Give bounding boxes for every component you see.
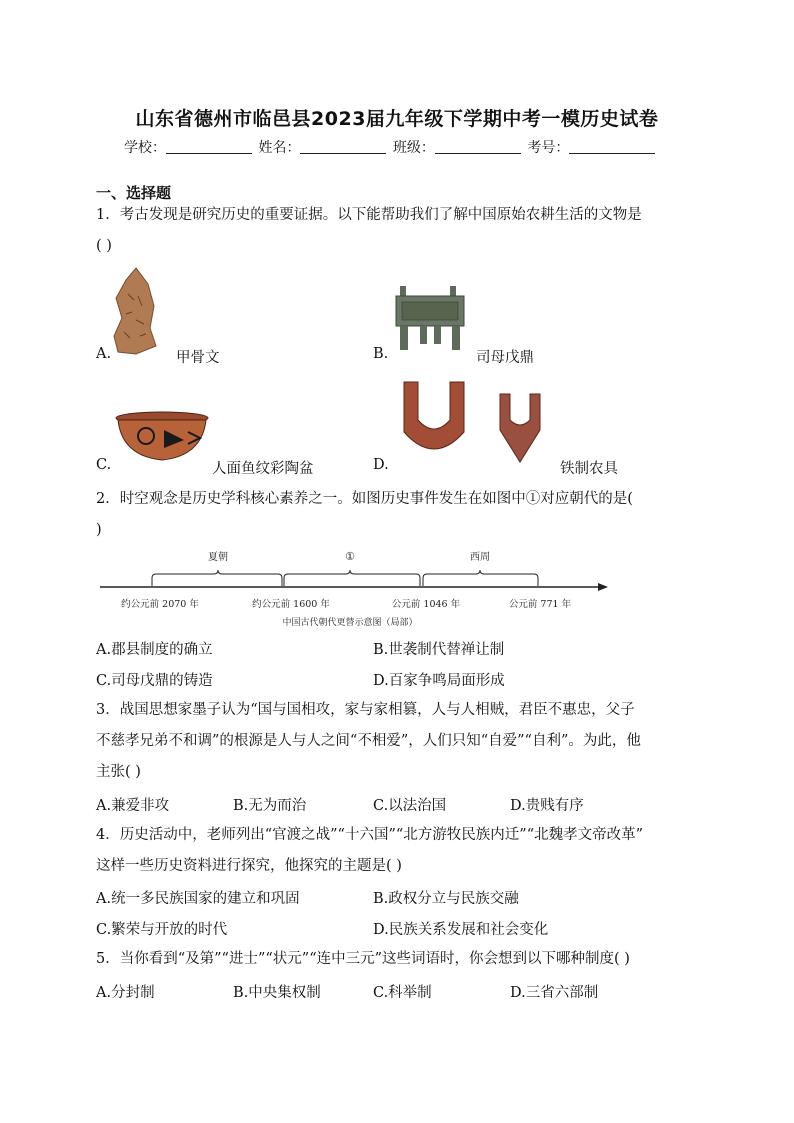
q1-option-c-letter: C. <box>96 457 112 473</box>
dynasty-timeline-figure <box>96 540 616 632</box>
student-info-line <box>124 137 657 157</box>
q2-option-a[interactable]: A.郡县制度的确立 <box>96 642 213 658</box>
exam-title: 山东省德州市临邑县2023届九年级下学期中考一模历史试卷 <box>135 108 659 130</box>
class-blank[interactable] <box>435 139 521 154</box>
bronze-ding-image <box>392 272 472 354</box>
question-4-line: 4．历史活动中，老师列出“官渡之战”“十六国”“北方游牧民族内迁”“北魏孝文帝改革” <box>96 827 644 843</box>
timeline-date: 公元前 1046 年 <box>391 599 461 610</box>
q1-option-a[interactable] <box>96 266 176 358</box>
q2-option-d[interactable]: D.百家争鸣局面形成 <box>373 673 505 689</box>
q4-option-b[interactable]: B.政权分立与民族交融 <box>373 891 519 907</box>
question-5-line: 5．当你看到“及第”“进士”“状元”“连中三元”这些词语时，你会想到以下哪种制度( ) <box>96 951 630 967</box>
number-blank[interactable] <box>569 139 655 154</box>
question-2-line: ) <box>96 522 102 538</box>
q1-option-d[interactable] <box>396 380 556 466</box>
question-4-stem <box>96 820 696 882</box>
western-zhou-brace <box>423 570 538 586</box>
q1-option-c-label: 人面鱼纹彩陶盆 <box>212 461 314 477</box>
q4-option-c[interactable]: C.繁荣与开放的时代 <box>96 922 228 938</box>
q2-option-b[interactable]: B.世袭制代替禅让制 <box>373 642 505 658</box>
q5-option-d[interactable]: D.三省六部制 <box>510 985 599 1001</box>
q3-option-a[interactable]: A.兼爱非攻 <box>96 798 170 814</box>
xia-brace <box>152 570 282 586</box>
q1-option-b[interactable] <box>392 272 472 354</box>
question-3-line: 3．战国思想家墨子认为“国与国相攻，家与家相篡，人与人相贼，君臣不惠忠，父子 <box>96 702 635 718</box>
question-1-stem <box>96 200 696 262</box>
q3-option-c[interactable]: C.以法治国 <box>373 798 447 814</box>
oracle-bone-image <box>96 266 176 358</box>
q5-option-a[interactable]: A.分封制 <box>96 985 155 1001</box>
timeline-date: 约公元前 2070 年 <box>121 599 199 610</box>
dynasty-1-brace <box>284 570 420 586</box>
name-label: 姓名： <box>258 140 301 156</box>
timeline-date: 约公元前 1600 年 <box>252 599 330 610</box>
name-blank[interactable] <box>300 139 386 154</box>
q4-option-d[interactable]: D.民族关系发展和社会变化 <box>373 922 549 938</box>
class-label: 班级： <box>392 140 435 156</box>
q5-option-c[interactable]: C.科举制 <box>373 985 432 1001</box>
school-blank[interactable] <box>166 139 252 154</box>
q1-option-a-label: 甲骨文 <box>176 350 220 366</box>
painted-pottery-basin-image <box>112 410 212 464</box>
q1-option-b-label: 司母戊鼎 <box>476 350 534 366</box>
question-4-line: 这样一些历史资料进行探究，他探究的主题是( ) <box>96 858 402 874</box>
q1-option-d-letter: D. <box>373 457 389 473</box>
timeline-caption: 中国古代朝代更替示意图（局部） <box>282 618 418 628</box>
q1-option-b-letter: B. <box>373 346 389 362</box>
timeline-label-xia: 夏朝 <box>208 552 228 563</box>
q3-option-d[interactable]: D.贵贱有序 <box>510 798 584 814</box>
number-label: 考号： <box>527 140 570 156</box>
question-5-stem <box>96 944 706 975</box>
section-heading: 一、选择题 <box>96 184 172 202</box>
question-2-stem <box>96 484 700 546</box>
q1-option-a-letter: A. <box>96 346 112 362</box>
timeline-date: 公元前 771 年 <box>508 599 572 610</box>
question-3-line: 不慈孝兄弟不和调”的根源是人与人之间“不相爱”，人们只知“自爱”“自利”。为此，他 <box>96 733 641 749</box>
question-2-line: 2．时空观念是历史学科核心素养之一。如图历史事件发生在如图中①对应朝代的是( <box>96 491 633 507</box>
question-3-stem <box>96 695 696 788</box>
q5-option-b[interactable]: B.中央集权制 <box>233 985 321 1001</box>
q4-option-a[interactable]: A.统一多民族国家的建立和巩固 <box>96 891 300 907</box>
question-1-line: ( ) <box>96 238 112 254</box>
q1-option-c[interactable] <box>112 410 212 464</box>
question-1-line: 1．考古发现是研究历史的重要证据。以下能帮助我们了解中国原始农耕生活的文物是 <box>96 207 642 223</box>
q3-option-b[interactable]: B.无为而治 <box>233 798 307 814</box>
timeline-arrow <box>598 583 608 591</box>
question-3-line: 主张( ) <box>96 764 141 780</box>
q2-option-c[interactable]: C.司母戊鼎的铸造 <box>96 673 213 689</box>
iron-farm-tools-image <box>396 380 556 466</box>
timeline-label-xizhou: 西周 <box>470 552 490 563</box>
timeline-label-1: ① <box>345 550 355 563</box>
school-label: 学校： <box>124 140 166 156</box>
q1-option-d-label: 铁制农具 <box>560 461 618 477</box>
